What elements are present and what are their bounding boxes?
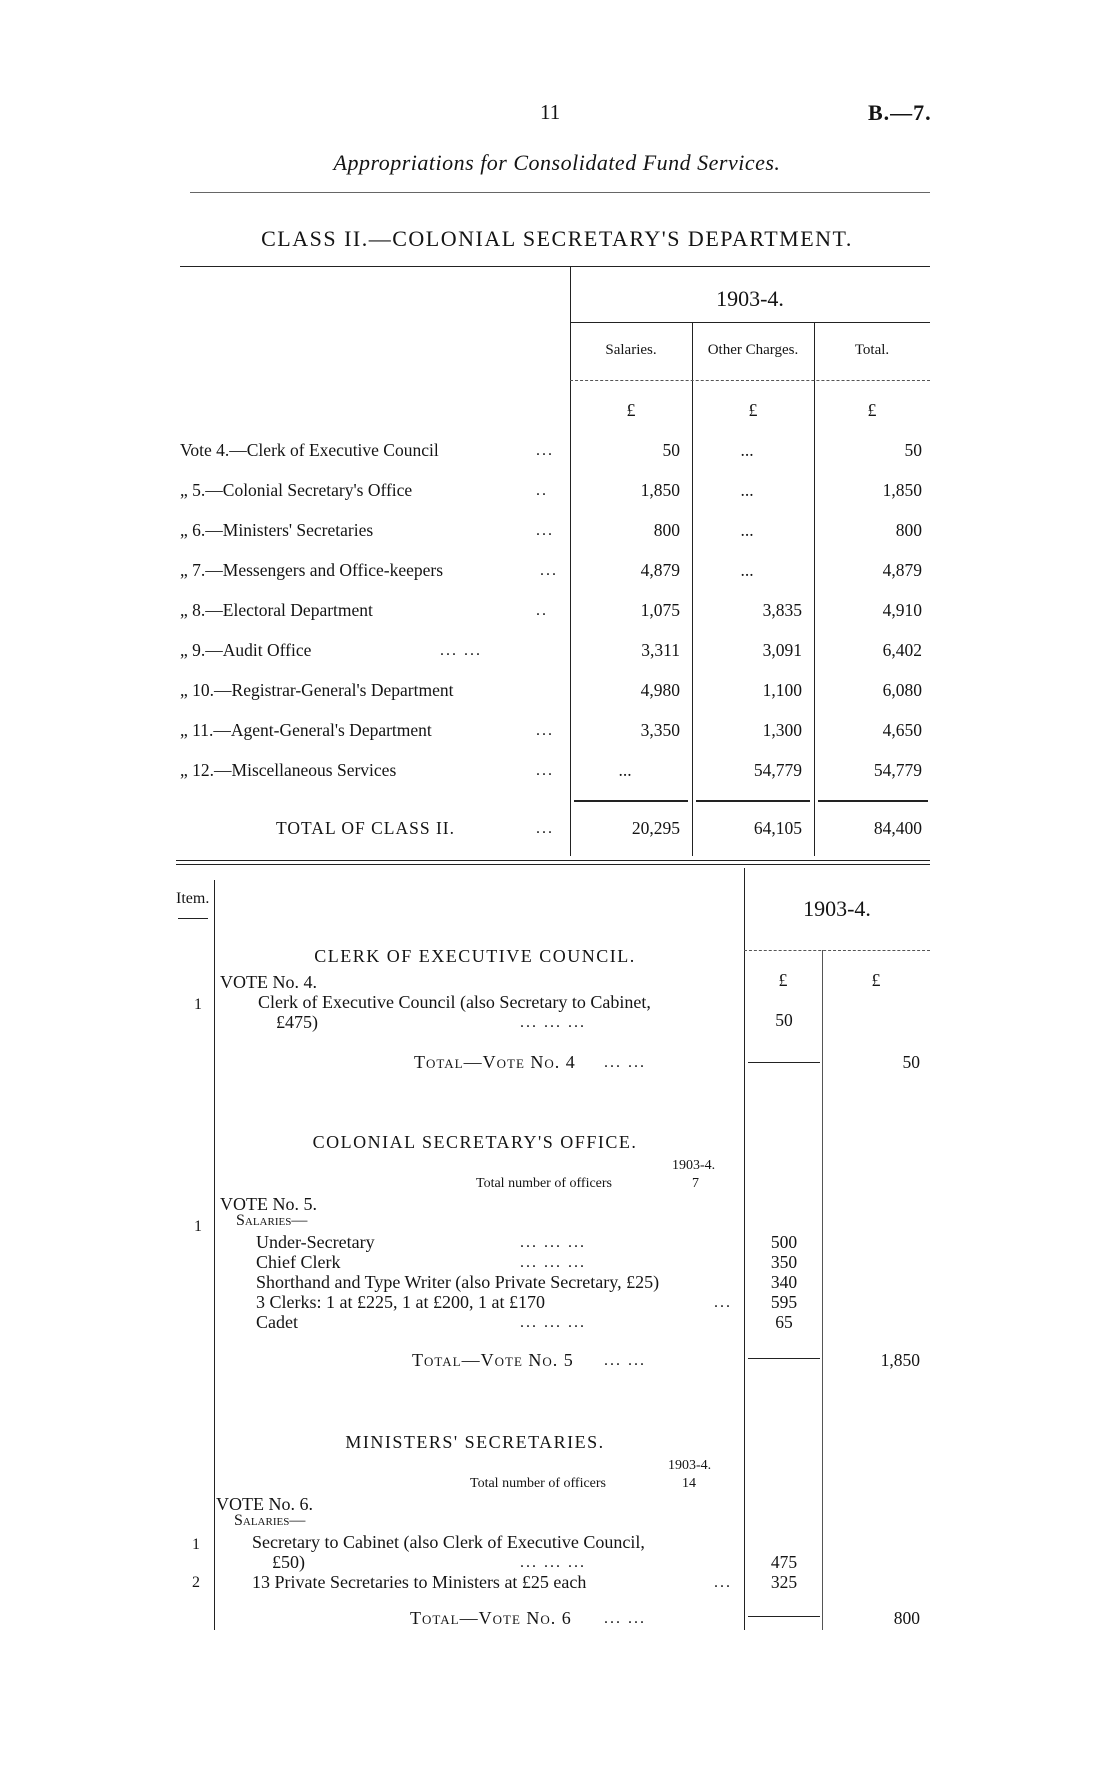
col-total-header: Total. bbox=[854, 342, 890, 358]
separator-rule bbox=[176, 860, 930, 861]
row-other: ... bbox=[740, 520, 754, 540]
line-item: Chief Clerk bbox=[256, 1252, 341, 1272]
class-title: CLASS II.—COLONIAL SECRETARY'S DEPARTMENT. bbox=[261, 226, 853, 251]
page-title: Appropriations for Consolidated Fund Services. bbox=[333, 150, 781, 175]
line-item: Under-Secretary bbox=[256, 1232, 375, 1252]
section-heading: CLERK OF EXECUTIVE COUNCIL. bbox=[314, 946, 636, 966]
row-dots: ... ... ... bbox=[520, 1014, 586, 1031]
total-other: 64,105 bbox=[753, 818, 802, 838]
row-label: „ 8.—Electoral Department bbox=[180, 600, 373, 620]
summary-total-rule-3 bbox=[818, 800, 928, 802]
line-amount: 325 bbox=[770, 1572, 798, 1592]
row-total: 6,402 bbox=[882, 640, 922, 660]
row-label: „ 12.—Miscellaneous Services bbox=[180, 760, 397, 780]
line-item: 3 Clerks: 1 at £225, 1 at £200, 1 at £170 bbox=[256, 1292, 545, 1312]
vote-total: 800 bbox=[893, 1608, 920, 1628]
row-dots: ... bbox=[536, 820, 554, 837]
row-dots: .. bbox=[536, 602, 548, 619]
vote-total-label: Total—Vote No. 4 bbox=[414, 1052, 576, 1072]
row-dots: .. bbox=[536, 482, 548, 499]
officers-count: 14 bbox=[682, 1476, 696, 1491]
line-amount: 500 bbox=[770, 1232, 798, 1252]
row-dots: ... bbox=[536, 522, 554, 539]
row-other: 3,835 bbox=[762, 600, 802, 620]
vote-number: VOTE No. 6. bbox=[216, 1494, 313, 1514]
row-label: „ 6.—Ministers' Secretaries bbox=[180, 520, 374, 540]
line-item: 13 Private Secretaries to Ministers at £25 each bbox=[252, 1572, 587, 1592]
row-dots: ... ... ... bbox=[520, 1554, 586, 1571]
currency-symbol: £ bbox=[778, 970, 788, 990]
item-column-header: Item. bbox=[176, 890, 210, 907]
row-dots: ... bbox=[536, 722, 554, 739]
row-other: ... bbox=[740, 480, 754, 500]
currency-symbol: £ bbox=[748, 400, 758, 420]
line-amount: 340 bbox=[770, 1272, 798, 1292]
vote-total-label: Total—Vote No. 5 bbox=[412, 1350, 574, 1370]
document-reference: B.—7. bbox=[868, 100, 932, 125]
officers-count: 7 bbox=[692, 1176, 699, 1191]
vote-total-label: Total—Vote No. 6 bbox=[410, 1608, 572, 1628]
detail-year: 1903-4. bbox=[803, 896, 871, 921]
line-item: Clerk of Executive Council (also Secretary to Cabinet, bbox=[258, 992, 651, 1012]
officers-year: 1903-4. bbox=[668, 1458, 712, 1473]
row-salaries: 3,350 bbox=[640, 720, 680, 740]
col-other-header: Other Charges. bbox=[707, 342, 799, 358]
row-dots: ... bbox=[540, 562, 558, 579]
row-salaries: 4,980 bbox=[640, 680, 680, 700]
total-salaries: 20,295 bbox=[631, 818, 680, 838]
line-amount: 50 bbox=[775, 1010, 793, 1030]
line-item: £50) bbox=[272, 1552, 305, 1572]
row-label: „ 9.—Audit Office bbox=[180, 640, 312, 660]
row-other: 54,779 bbox=[753, 760, 802, 780]
row-other: ... bbox=[740, 560, 754, 580]
class-title-rule bbox=[180, 266, 930, 267]
vote-total: 1,850 bbox=[880, 1350, 920, 1370]
line-item: Secretary to Cabinet (also Clerk of Executive Council, bbox=[252, 1532, 645, 1552]
officers-label: Total number of officers bbox=[470, 1476, 606, 1491]
row-dots: ... ... ... bbox=[520, 1314, 586, 1331]
page-number: 11 bbox=[540, 100, 561, 124]
line-item: Shorthand and Type Writer (also Private Secretary, £25) bbox=[256, 1272, 660, 1292]
item-number: 2 bbox=[192, 1574, 200, 1591]
row-salaries: 1,850 bbox=[640, 480, 680, 500]
section-heading: COLONIAL SECRETARY'S OFFICE. bbox=[312, 1132, 638, 1152]
vote-number: VOTE No. 4. bbox=[220, 972, 317, 992]
row-salaries: 50 bbox=[662, 440, 680, 460]
detail-year-rule bbox=[744, 950, 930, 951]
row-total: 50 bbox=[904, 440, 922, 460]
row-total: 1,850 bbox=[882, 480, 922, 500]
row-other: 1,100 bbox=[762, 680, 802, 700]
row-label: „ 7.—Messengers and Office-keepers bbox=[180, 560, 444, 580]
currency-symbol: £ bbox=[867, 400, 877, 420]
salaries-label: Salaries— bbox=[236, 1212, 308, 1229]
row-total: 4,879 bbox=[882, 560, 922, 580]
row-label: „ 11.—Agent-General's Department bbox=[180, 720, 432, 740]
item-header-rule bbox=[178, 918, 208, 919]
row-salaries: 800 bbox=[653, 520, 680, 540]
section-heading: MINISTERS' SECRETARIES. bbox=[345, 1432, 605, 1452]
row-other: ... bbox=[740, 440, 754, 460]
row-dots: ... bbox=[714, 1294, 732, 1311]
row-dots: ... ... bbox=[604, 1610, 646, 1627]
row-total: 800 bbox=[895, 520, 922, 540]
item-column-rule bbox=[214, 880, 215, 1630]
line-amount: 475 bbox=[770, 1552, 798, 1572]
officers-label: Total number of officers bbox=[476, 1176, 612, 1191]
line-amount: 350 bbox=[770, 1252, 798, 1272]
header-rule bbox=[190, 192, 930, 193]
row-dots: ... bbox=[536, 762, 554, 779]
vote-total: 50 bbox=[902, 1052, 920, 1072]
officers-year: 1903-4. bbox=[672, 1158, 716, 1173]
line-item: £475) bbox=[276, 1012, 318, 1032]
row-dots: ... ... ... bbox=[520, 1234, 586, 1251]
row-total: 4,910 bbox=[882, 600, 922, 620]
row-label: „ 5.—Colonial Secretary's Office bbox=[180, 480, 413, 500]
summary-colhead-rule bbox=[570, 380, 930, 381]
row-dots: ... ... ... bbox=[520, 1254, 586, 1271]
row-dots: ... bbox=[714, 1574, 732, 1591]
row-salaries: 1,075 bbox=[640, 600, 680, 620]
item-number: 1 bbox=[192, 1536, 200, 1553]
vote-number: VOTE No. 5. bbox=[220, 1194, 317, 1214]
row-other: 1,300 bbox=[762, 720, 802, 740]
total-label: TOTAL OF CLASS II. bbox=[276, 818, 455, 838]
row-salaries: 4,879 bbox=[640, 560, 680, 580]
row-total: 54,779 bbox=[873, 760, 922, 780]
row-salaries: 3,311 bbox=[641, 640, 680, 660]
row-other: 3,091 bbox=[762, 640, 802, 660]
summary-total-rule-1 bbox=[574, 800, 688, 802]
line-item: Cadet bbox=[256, 1312, 298, 1332]
summary-total-rule-2 bbox=[696, 800, 810, 802]
item-number: 1 bbox=[194, 1218, 202, 1235]
item-number: 1 bbox=[194, 996, 202, 1013]
separator-rule bbox=[176, 864, 930, 865]
row-label: Vote 4.—Clerk of Executive Council bbox=[180, 440, 439, 460]
col-salaries-header: Salaries. bbox=[605, 342, 657, 358]
line-amount: 65 bbox=[775, 1312, 793, 1332]
total-total: 84,400 bbox=[873, 818, 922, 838]
currency-symbol: £ bbox=[871, 970, 881, 990]
line-amount: 595 bbox=[770, 1292, 798, 1312]
row-label: „ 10.—Registrar-General's Department bbox=[180, 680, 454, 700]
summary-year-rule bbox=[570, 322, 930, 323]
summary-year: 1903-4. bbox=[716, 286, 784, 311]
row-dots: ... ... bbox=[440, 642, 482, 659]
row-dots: ... ... bbox=[604, 1054, 646, 1071]
row-salaries: ... bbox=[618, 760, 632, 780]
salaries-label: Salaries— bbox=[234, 1512, 306, 1529]
row-total: 4,650 bbox=[882, 720, 922, 740]
row-dots: ... bbox=[536, 442, 554, 459]
row-total: 6,080 bbox=[882, 680, 922, 700]
currency-symbol: £ bbox=[626, 400, 636, 420]
row-dots: ... ... bbox=[604, 1352, 646, 1369]
